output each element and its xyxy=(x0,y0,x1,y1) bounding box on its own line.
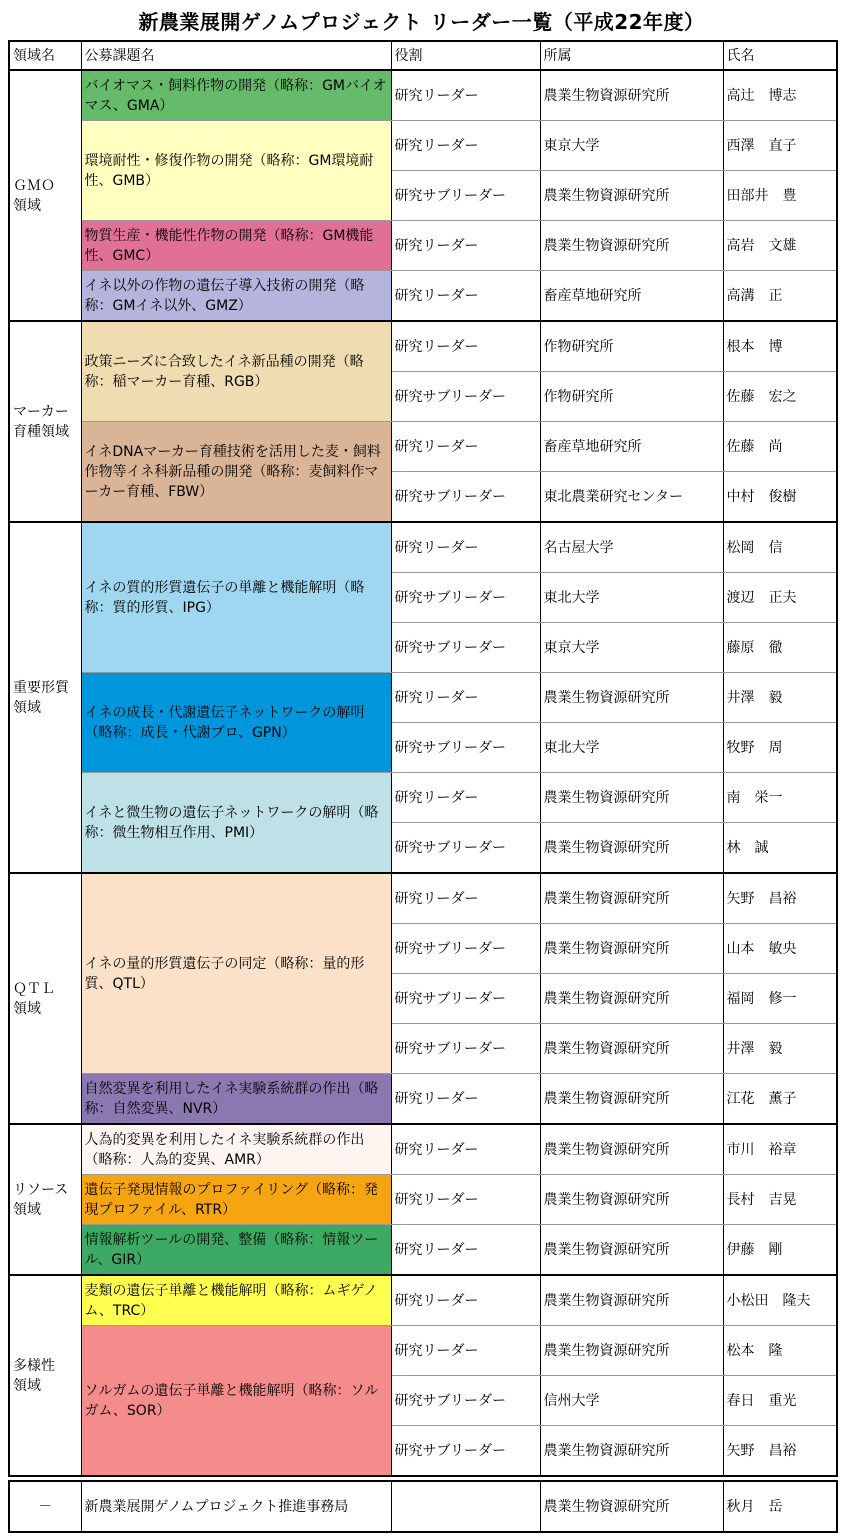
table-row xyxy=(9,221,837,271)
role-cell: 研究リーダー xyxy=(391,321,540,372)
topic-cell: イネDNAマーカー育種技術を活用した麦・飼料作物等イネ科新品種の開発（略称：麦飼料作マーカー育種、FBW） xyxy=(81,422,391,523)
table-row xyxy=(9,1225,837,1276)
role-cell: 研究サブリーダー xyxy=(391,1426,540,1477)
affiliation-cell: 東京大学 xyxy=(540,121,723,171)
table-row xyxy=(9,773,837,823)
page-title: 新農業展開ゲノムプロジェクト リーダー一覧（平成22年度） xyxy=(138,10,705,34)
role-cell: 研究リーダー xyxy=(391,422,540,472)
name-cell: 西澤 直子 xyxy=(723,121,837,171)
table-row xyxy=(9,1124,837,1175)
table-row xyxy=(9,121,837,171)
affiliation-cell: 農業生物資源研究所 xyxy=(540,221,723,271)
table-row xyxy=(9,873,837,924)
topic-cell: 環境耐性・修復作物の開発（略称：GM環境耐性、GMB） xyxy=(81,121,391,221)
affiliation-cell: 農業生物資源研究所 xyxy=(540,171,723,221)
affiliation-cell: 農業生物資源研究所 xyxy=(540,1124,723,1175)
role-cell: 研究リーダー xyxy=(391,121,540,171)
role-cell: 研究サブリーダー xyxy=(391,1024,540,1074)
name-cell: 伊藤 剛 xyxy=(723,1225,837,1276)
topic-cell: 麦類の遺伝子単離と機能解明（略称：ムギゲノム、TRC） xyxy=(81,1275,391,1326)
affiliation-cell: 東北農業研究センター xyxy=(540,472,723,523)
header-role: 役割 xyxy=(391,41,540,70)
topic-cell: 人為的変異を利用したイネ実験系統群の作出（略称：人為的変異、AMR） xyxy=(81,1124,391,1175)
topic-cell: 遺伝子発現情報のプロファイリング（略称：発現プロファイル、RTR） xyxy=(81,1175,391,1225)
role-cell: 研究リーダー xyxy=(391,70,540,121)
table-row xyxy=(9,70,837,121)
role-cell: 研究リーダー xyxy=(391,673,540,723)
domain-cell: ＧＭＯ 領域 xyxy=(9,70,81,321)
footer-table xyxy=(8,1480,838,1533)
role-cell: 研究リーダー xyxy=(391,522,540,573)
topic-cell: イネの成長・代謝遺伝子ネットワークの解明（略称：成長・代謝プロ、GPN） xyxy=(81,673,391,773)
footer-topic: 新農業展開ゲノムプロジェクト推進事務局 xyxy=(81,1481,391,1532)
role-cell: 研究サブリーダー xyxy=(391,1376,540,1426)
name-cell: 根本 博 xyxy=(723,321,837,372)
affiliation-cell: 作物研究所 xyxy=(540,372,723,422)
topic-cell: 物質生産・機能性作物の開発（略称：GM機能性、GMC） xyxy=(81,221,391,271)
topic-cell: バイオマス・飼料作物の開発（略称：GMバイオマス、GMA） xyxy=(81,70,391,121)
role-cell: 研究リーダー xyxy=(391,1124,540,1175)
name-cell: 長村 吉晃 xyxy=(723,1175,837,1225)
topic-cell: 政策ニーズに合致したイネ新品種の開発（略称：稲マーカー育種、RGB） xyxy=(81,321,391,422)
affiliation-cell: 農業生物資源研究所 xyxy=(540,1024,723,1074)
footer-role xyxy=(391,1481,540,1532)
name-cell: 矢野 昌裕 xyxy=(723,1426,837,1477)
footer-domain: － xyxy=(9,1481,81,1532)
topic-cell: 自然変異を利用したイネ実験系統群の作出（略称：自然変異、NVR） xyxy=(81,1074,391,1125)
affiliation-cell: 畜産草地研究所 xyxy=(540,271,723,322)
affiliation-cell: 農業生物資源研究所 xyxy=(540,673,723,723)
footer-row xyxy=(9,1481,837,1532)
name-cell: 井澤 毅 xyxy=(723,1024,837,1074)
role-cell: 研究サブリーダー xyxy=(391,472,540,523)
role-cell: 研究サブリーダー xyxy=(391,823,540,874)
affiliation-cell: 農業生物資源研究所 xyxy=(540,924,723,974)
name-cell: 佐藤 尚 xyxy=(723,422,837,472)
affiliation-cell: 農業生物資源研究所 xyxy=(540,1225,723,1276)
name-cell: 松岡 信 xyxy=(723,522,837,573)
header-name: 氏名 xyxy=(723,41,837,70)
role-cell: 研究リーダー xyxy=(391,1175,540,1225)
name-cell: 小松田 隆夫 xyxy=(723,1275,837,1326)
affiliation-cell: 畜産草地研究所 xyxy=(540,422,723,472)
header-domain: 領域名 xyxy=(9,41,81,70)
topic-cell: 情報解析ツールの開発、整備（略称：情報ツール、GIR） xyxy=(81,1225,391,1276)
affiliation-cell: 農業生物資源研究所 xyxy=(540,773,723,823)
name-cell: 春日 重光 xyxy=(723,1376,837,1426)
table-row xyxy=(9,1275,837,1326)
table-row xyxy=(9,673,837,723)
domain-cell: 重要形質 領域 xyxy=(9,522,81,873)
name-cell: 松本 隆 xyxy=(723,1326,837,1376)
name-cell: 南 栄一 xyxy=(723,773,837,823)
affiliation-cell: 信州大学 xyxy=(540,1376,723,1426)
name-cell: 井澤 毅 xyxy=(723,673,837,723)
topic-cell: イネ以外の作物の遺伝子導入技術の開発（略称：GMイネ以外、GMZ） xyxy=(81,271,391,322)
role-cell: 研究リーダー xyxy=(391,773,540,823)
affiliation-cell: 農業生物資源研究所 xyxy=(540,1326,723,1376)
role-cell: 研究リーダー xyxy=(391,221,540,271)
table-row xyxy=(9,1074,837,1125)
role-cell: 研究リーダー xyxy=(391,1326,540,1376)
name-cell: 佐藤 宏之 xyxy=(723,372,837,422)
affiliation-cell: 東京大学 xyxy=(540,623,723,673)
role-cell: 研究サブリーダー xyxy=(391,573,540,623)
topic-cell: ソルガムの遺伝子単離と機能解明（略称：ソルガム、SOR） xyxy=(81,1326,391,1477)
domain-cell: マーカー 育種領域 xyxy=(9,321,81,522)
affiliation-cell: 農業生物資源研究所 xyxy=(540,873,723,924)
name-cell: 高岩 文雄 xyxy=(723,221,837,271)
domain-cell: リソース 領域 xyxy=(9,1124,81,1275)
footer-name: 秋月 岳 xyxy=(723,1481,837,1532)
name-cell: 福岡 修一 xyxy=(723,974,837,1024)
role-cell: 研究サブリーダー xyxy=(391,974,540,1024)
affiliation-cell: 農業生物資源研究所 xyxy=(540,823,723,874)
name-cell: 藤原 徹 xyxy=(723,623,837,673)
affiliation-cell: 東北大学 xyxy=(540,723,723,773)
role-cell: 研究サブリーダー xyxy=(391,924,540,974)
affiliation-cell: 名古屋大学 xyxy=(540,522,723,573)
name-cell: 市川 裕章 xyxy=(723,1124,837,1175)
role-cell: 研究サブリーダー xyxy=(391,372,540,422)
domain-cell: 多様性 領域 xyxy=(9,1275,81,1476)
affiliation-cell: 農業生物資源研究所 xyxy=(540,1074,723,1125)
name-cell: 渡辺 正夫 xyxy=(723,573,837,623)
role-cell: 研究リーダー xyxy=(391,271,540,322)
table-row xyxy=(9,422,837,472)
role-cell: 研究リーダー xyxy=(391,873,540,924)
affiliation-cell: 農業生物資源研究所 xyxy=(540,974,723,1024)
affiliation-cell: 東北大学 xyxy=(540,573,723,623)
name-cell: 中村 俊樹 xyxy=(723,472,837,523)
role-cell: 研究リーダー xyxy=(391,1074,540,1125)
name-cell: 牧野 周 xyxy=(723,723,837,773)
role-cell: 研究リーダー xyxy=(391,1225,540,1276)
affiliation-cell: 作物研究所 xyxy=(540,321,723,372)
name-cell: 高溝 正 xyxy=(723,271,837,322)
affiliation-cell: 農業生物資源研究所 xyxy=(540,1275,723,1326)
table-row xyxy=(9,321,837,372)
role-cell: 研究サブリーダー xyxy=(391,723,540,773)
table-row xyxy=(9,271,837,322)
name-cell: 高辻 博志 xyxy=(723,70,837,121)
domain-cell: ＱＴＬ 領域 xyxy=(9,873,81,1124)
role-cell: 研究リーダー xyxy=(391,1275,540,1326)
name-cell: 江花 薫子 xyxy=(723,1074,837,1125)
topic-cell: イネと微生物の遺伝子ネットワークの解明（略称：微生物相互作用、PMI） xyxy=(81,773,391,874)
affiliation-cell: 農業生物資源研究所 xyxy=(540,1426,723,1477)
affiliation-cell: 農業生物資源研究所 xyxy=(540,1175,723,1225)
header-affiliation: 所属 xyxy=(540,41,723,70)
footer-affiliation: 農業生物資源研究所 xyxy=(540,1481,723,1532)
table-row xyxy=(9,1175,837,1225)
table-row xyxy=(9,1326,837,1376)
topic-cell: イネの量的形質遺伝子の同定（略称：量的形質、QTL） xyxy=(81,873,391,1074)
role-cell: 研究サブリーダー xyxy=(391,171,540,221)
topic-cell: イネの質的形質遺伝子の単離と機能解明（略称：質的形質、IPG） xyxy=(81,522,391,673)
name-cell: 矢野 昌裕 xyxy=(723,873,837,924)
header-topic: 公募課題名 xyxy=(81,41,391,70)
name-cell: 林 誠 xyxy=(723,823,837,874)
role-cell: 研究サブリーダー xyxy=(391,623,540,673)
header-row xyxy=(9,41,837,70)
name-cell: 山本 敏央 xyxy=(723,924,837,974)
name-cell: 田部井 豊 xyxy=(723,171,837,221)
table-row xyxy=(9,522,837,573)
affiliation-cell: 農業生物資源研究所 xyxy=(540,70,723,121)
leader-table xyxy=(8,40,838,1477)
